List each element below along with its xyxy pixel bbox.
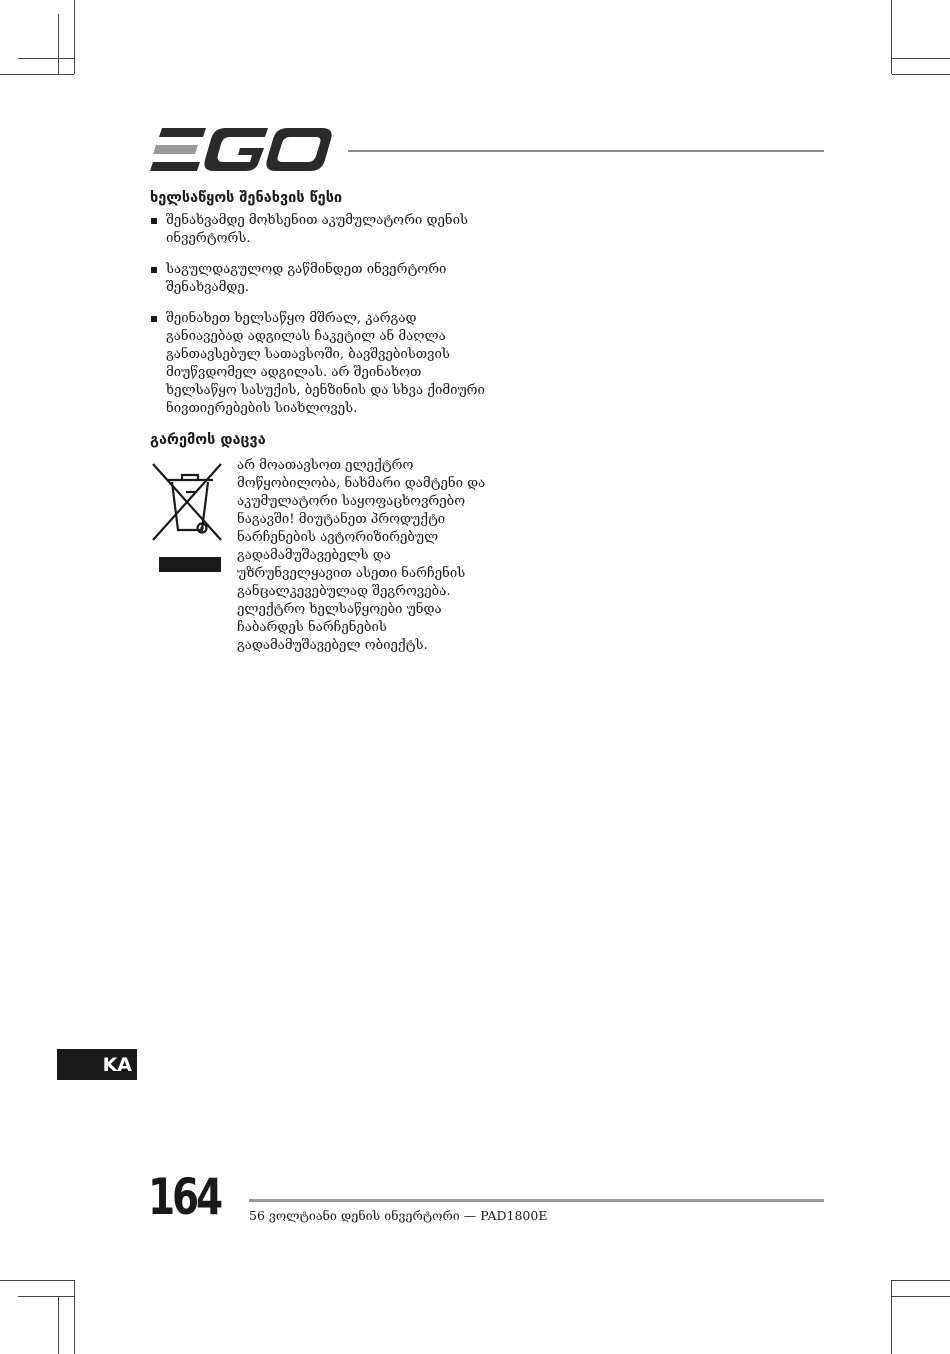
list-item bbox=[150, 212, 490, 248]
list-item bbox=[150, 261, 490, 297]
crop-mark bbox=[58, 14, 59, 74]
crop-mark bbox=[58, 1296, 59, 1354]
weee-bar bbox=[159, 557, 221, 572]
crop-mark bbox=[892, 1296, 950, 1297]
crop-mark bbox=[18, 58, 74, 59]
storage-list bbox=[150, 212, 490, 431]
bullet-icon bbox=[151, 267, 157, 273]
crop-mark bbox=[892, 74, 950, 75]
storage-heading: ხელსაწყოს შენახვის წესი bbox=[150, 190, 343, 206]
list-item-text: საგულდაგულოდ გაწმინდეთ ინვერტორი შენახვამდე. bbox=[166, 262, 447, 295]
crop-mark bbox=[0, 1280, 74, 1281]
crop-mark bbox=[891, 1280, 892, 1354]
crop-mark bbox=[891, 0, 892, 74]
list-item-text: შენახვამდე მოხსენით აკუმულატორი დენის ინვერტორს. bbox=[166, 213, 468, 246]
crop-mark bbox=[892, 1280, 950, 1281]
ego-logo bbox=[150, 128, 332, 172]
page-number: 164 bbox=[148, 1168, 221, 1226]
language-tab: KA bbox=[57, 1049, 137, 1080]
crop-mark bbox=[74, 0, 75, 74]
crop-mark bbox=[0, 74, 74, 75]
bullet-icon bbox=[151, 218, 157, 224]
crop-mark bbox=[892, 58, 950, 59]
crop-mark bbox=[74, 1280, 75, 1354]
footer-rule bbox=[249, 1199, 824, 1202]
environment-heading: გარემოს დაცვა bbox=[150, 432, 266, 448]
weee-crossed-bin-icon bbox=[150, 462, 224, 572]
header-rule bbox=[348, 150, 824, 152]
environment-text: არ მოათავსოთ ელექტრო მოწყობილობა, ნახმარი დამტენი და აკუმულატორი საყოფაცხოვრებო ნაგავში! მიუტანეთ პროდუქტი ნარჩენების ავტორიზირებულ გადამამუშავებელს და უზრუნველყავით ასეთი ნარჩენის განცალკევებულად შეგროვება. ელექტრო ხელსაწყოები უნდა ჩაბარდეს ნარჩენების გადამამუშავებელ ობიექტს. bbox=[237, 458, 486, 653]
list-item bbox=[150, 310, 490, 418]
crop-mark bbox=[18, 1296, 74, 1297]
list-item-text: შეინახეთ ხელსაწყო მშრალ, კარგად განიავებად ადგილას ჩაკეტილ ან მაღლა განთავსებულ სათავსოში, ბავშვებისთვის მიუწვდომელ ადგილას. არ შეინახოთ ხელსაწყო სასუქის, ბენზინის და სხვა ქიმიური ნივთიერებების სიახლოვეს. bbox=[166, 311, 485, 416]
bullet-icon bbox=[151, 316, 157, 322]
footer-text: 56 ვოლტიანი დენის ინვერტორი — PAD1800E bbox=[249, 1208, 548, 1223]
